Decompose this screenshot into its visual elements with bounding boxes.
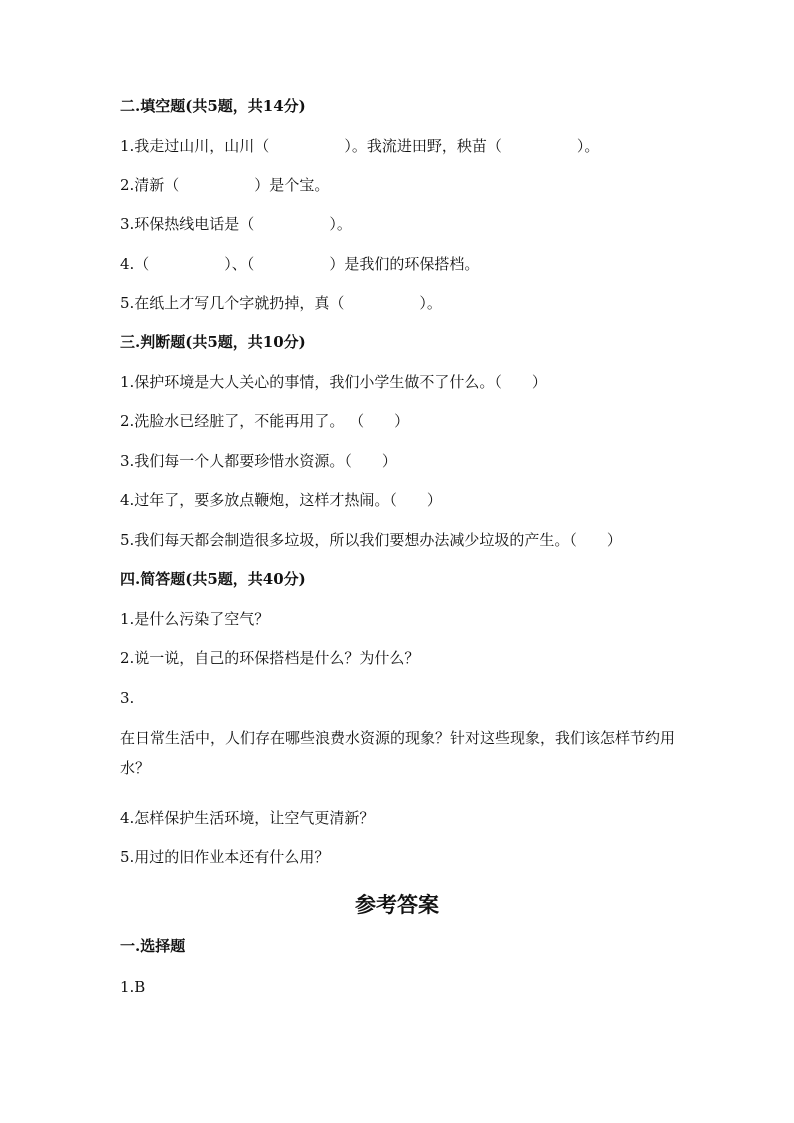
true-false-question-5: 5.我们每天都会制造很多垃圾，所以我们要想办法减少垃圾的产生。（ ）: [120, 531, 622, 549]
short-answer-question-3-number: 3.: [120, 689, 135, 707]
true-false-question-3: 3.我们每一个人都要珍惜水资源。（ ）: [120, 452, 397, 470]
answer-key-title: 参考答案: [355, 892, 439, 917]
fill-blank-question-2: 2.清新（ ）是个宝。: [120, 176, 330, 194]
true-false-question-4: 4.过年了，要多放点鞭炮，这样才热闹。（ ）: [120, 491, 442, 509]
true-false-question-2: 2.洗脸水已经脏了，不能再用了。 （ ）: [120, 412, 410, 430]
answer-section-heading-choice: 一.选择题: [120, 937, 186, 955]
section-heading-true-false: 三.判断题(共5题，共10分): [120, 333, 306, 351]
section-heading-short-answer: 四.简答题(共5题，共40分): [120, 570, 306, 588]
fill-blank-question-1: 1.我走过山川，山川（ ）。我流进田野，秧苗（ ）。: [120, 137, 600, 155]
answer-item-1: 1.B: [120, 978, 146, 996]
fill-blank-question-4: 4.（ ）、（ ）是我们的环保搭档。: [120, 255, 480, 273]
fill-blank-question-3: 3.环保热线电话是（ ）。: [120, 215, 352, 233]
short-answer-question-1: 1.是什么污染了空气？: [120, 610, 270, 628]
short-answer-question-5: 5.用过的旧作业本还有什么用？: [120, 848, 330, 866]
true-false-question-1: 1.保护环境是大人关心的事情，我们小学生做不了什么。（ ）: [120, 373, 547, 391]
section-heading-fill-blank: 二.填空题(共5题，共14分): [120, 97, 306, 115]
short-answer-question-3-text: 在日常生活中，人们存在哪些浪费水资源的现象？针对这些现象，我们该怎样节约用水？: [120, 729, 676, 777]
short-answer-question-4: 4.怎样保护生活环境，让空气更清新？: [120, 809, 375, 827]
short-answer-question-2: 2.说一说，自己的环保搭档是什么？为什么？: [120, 649, 420, 667]
fill-blank-question-5: 5.在纸上才写几个字就扔掉，真（ ）。: [120, 294, 442, 312]
